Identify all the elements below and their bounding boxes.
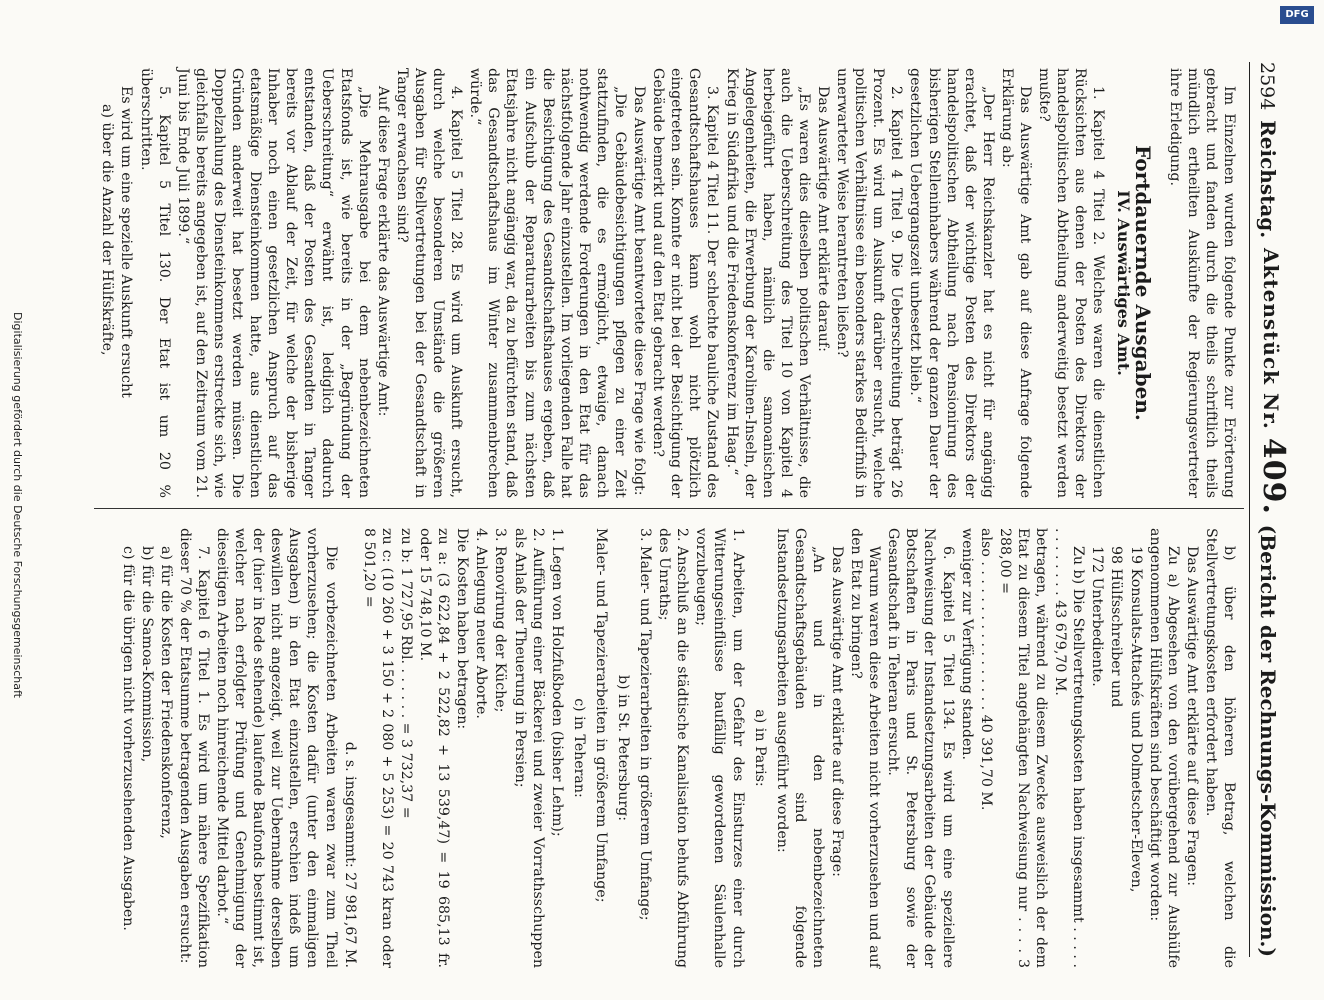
- paragraph: 2. Kapitel 4 Titel 9. Die Ueberschreitung beträgt 26 Prozent. Es wird um Auskunft darüber ersucht, welche politischen Verhältnisse ein besonders starkes Bedürfniß in unerwarteter Weise herantreten ließen?: [834, 68, 905, 498]
- header-middle: [1256, 248, 1291, 515]
- paragraph: [1051, 528, 1087, 968]
- sub-title: c) in Teheran:: [570, 698, 587, 798]
- cost-amount: 40 391,70 M.: [977, 714, 994, 811]
- list-item: b) für die Samoa-Kommission,: [138, 546, 155, 763]
- header-middle-prefix: Aktenstück Nr.: [1259, 248, 1283, 430]
- cost-text: d. s. insgesammt:: [341, 741, 358, 868]
- cost-text: zu a: (3 622,84 + 2 522,82 + 13 539,47) = 19 685,13 fr. oder: [417, 528, 452, 968]
- list-item: 172 Unterbediente.: [1089, 546, 1106, 687]
- paragraph: „Der Herr Reichskanzler hat es nicht für angängig erachtet, daß der wichtige Posten des Direktors der handelspolitischen Abtheilung nach Pensionirung des bisherigen Stelleninhabers während der ganzen Dauer der gesetzlichen Uebergangszeit unbesetzt blieb.“: [907, 68, 996, 498]
- paragraph: Die Kosten haben betragen:: [454, 528, 471, 730]
- cost-total: [341, 528, 359, 968]
- paragraph: [977, 528, 995, 968]
- cost-text: zu b: 1 727,95 Rbl. . . . . . . =: [397, 528, 414, 735]
- list-item: Maler- und Tapezierarbeiten in größerem Umfange;: [592, 528, 609, 903]
- paragraph: Warum waren diese Arbeiten nicht vorherzusehen und auf den Etat zu bringen?: [848, 528, 883, 968]
- list-item: a) für die Kosten der Friedenskonferenz,: [157, 546, 174, 839]
- list-item: 3. Maler- und Tapezierarbeiten in größerem Umfange;: [637, 528, 654, 921]
- paragraph: „Die Mehrausgabe bei dem nebenbezeichneten Etatsfonds ist, wie bereits in der „Begründung der Ueberschreitung“ erwähnt ist, lediglich dadurch entstanden, daß der Posten des Gesandten in Tanger bereits vor Ablauf der Zeit, für welche der bisherige Inhaber noch einen gesetzlichen Anspruch auf das etatsmäßige Diensteinkommen hatte, aus dienstlichen Gründen anderweit hat besetzt werden müssen. Die Doppelzahlung des Diensteinkommens erstreckte sich, wie gleichfalls bereits angegeben ist, auf den Zeitraum vom 21. Juni bis Ende Juli 1899.“: [174, 68, 372, 498]
- cost-text: zu c: (10 260 + 3 150 + 2 080 + 5 253) = 20 743 kran oder: [378, 528, 395, 968]
- intro-paragraph: Im Einzelnen wurden folgende Punkte zur Erörterung gebracht und fanden durch die theils schriftlich theils mündlich ertheilten Auskünfte der Regierungsvertreter ihre Erledigung.: [1166, 68, 1237, 498]
- left-column: [97, 68, 1238, 498]
- cost-line: [360, 528, 396, 968]
- cost-amount: 8 501,20 =: [360, 528, 377, 608]
- cost-amount: 15 748,10 M.: [417, 565, 434, 662]
- paragraph: weniger zur Verfügung standen.: [958, 528, 975, 761]
- header-left: Reichstag.: [1256, 120, 1280, 239]
- paragraph: Die vorbezeichneten Arbeiten waren zwar zum Theil vorherzusehen; die Kosten dafür (unter den einmaligen Ausgaben) in den Etat einzustellen, erschien indeß um deswillen nicht angezeigt, weil zur Uebernahme derselben der (hier in Rede stehende) laufende Baufonds bestimmt ist, welcher nach erfolgter Prüfung und Genehmigung der dieseitigen Arbeiten noch hinreichende Mittel darbot.“: [214, 528, 339, 968]
- digitization-note: Digitalisierung gefördert durch die Deutsche Forschungsgemeinschaft: [11, 312, 24, 698]
- section-subheading: IV. Auswärtiges Amt.: [1113, 190, 1133, 376]
- cost-text: also . . . . . . . . . . . . . . . . .: [977, 528, 994, 711]
- paragraph: Zu a) Abgesehen von den vorübergehend zur Aushülfe angenommenen Hülfskräften sind beschäftigt worden:: [1146, 528, 1181, 968]
- cost-text: Zu b) Die Stellvertretungskosten haben insgesammt . . . . . . . . . . . . .: [1052, 528, 1087, 968]
- paragraph: „An und in den nebenbezeichneten Gesandtschaftsgebäuden sind folgende Instandsetzungsarbeiten ausgeführt worden:: [773, 528, 826, 968]
- paragraph: Auf diese Frage erklärte das Auswärtige Amt:: [374, 86, 391, 417]
- paragraph: 1. Kapitel 4 Titel 2. Welches waren die dienstlichen Rücksichten aus denen der Posten des Direktors der handelspolitischen Abtheilung anderweitig besetzt werden mußte?: [1036, 68, 1107, 498]
- list-item: c) für die übrigen nicht vorherzusehenden Ausgaben.: [119, 546, 136, 931]
- header-right: (Bericht der Rechnungs-Kommission.): [1256, 524, 1280, 957]
- section-heading: Fortdauernde Ausgaben.: [1130, 145, 1155, 421]
- sub-title: b) in St. Petersburg:: [615, 674, 631, 822]
- header-middle-number: 409.: [1256, 437, 1291, 515]
- paragraph: Das Auswärtige Amt erklärte auf diese Fragen:: [1183, 546, 1200, 887]
- paragraph: 6. Kapitel 5 Titel 134. Es wird um eine speziellere Nachweisung der Instandsetzungsarbeiten der Gebäude der Botschaften in Paris und St. Petersburg sowie der Gesandtschaft in Teheran ersucht.: [885, 528, 956, 968]
- paragraph: b) über den höheren Betrag, welchen die Stellvertretungskosten erfordert haben.: [1202, 528, 1237, 968]
- list-item: 19 Konsulats-Attachés und Dolmetscher-Eleven,: [1127, 546, 1144, 893]
- paragraph: 4. Kapitel 5 Titel 28. Es wird um Auskunft ersucht, durch welche besonderen Umstände die größeren Ausgaben für Stellvertretungen bei der Gesandtschaft in Tanger erwachsen sind?: [393, 68, 465, 498]
- paragraph: a) über die Anzahl der Hülfskräfte,: [99, 104, 116, 356]
- paragraph: [996, 528, 1050, 968]
- paragraph: „Es waren dies dieselben politischen Verhältnisse, die auch die Ueberschreitung des Titel 10 von Kapitel 4 herbeigeführt haben, nämlich die samoanischen Angelegenheiten, die Erwerbung der Karolinen-Inseln, der Krieg in Südafrika und die Friedenskonferenz im Haag.“: [723, 68, 812, 498]
- list-item: 4. Anlegung neuer Aborte.: [473, 528, 490, 719]
- cost-amount: 3 732,37 =: [397, 739, 414, 819]
- list-item: 3. Renovirung der Küche;: [492, 528, 509, 713]
- paragraph: Es wird um eine spezielle Auskunft ersucht: [118, 86, 135, 398]
- cost-amount: 27 981,67 M.: [341, 872, 358, 968]
- list-item: 2. Anschluß an die städtische Kanalisation behufs Abführung des Unraths;: [656, 528, 691, 968]
- paragraph: Das Auswärtige Amt beantwortete diese Frage wie folgt:: [631, 86, 648, 496]
- paragraph: Das Auswärtige Amt erklärte auf diese Frage:: [829, 546, 846, 877]
- cost-amount: 43 679,70 M.: [1052, 600, 1069, 696]
- sub-title: a) in Paris:: [751, 709, 768, 787]
- paragraph: 7. Kapitel 6 Titel 1. Es wird um nähere Spezifikation dieser 70 % der Etatsumme betragenden Ausgaben ersucht:: [176, 528, 211, 968]
- right-column: [117, 528, 1238, 968]
- paragraph: Das Auswärtige Amt gab auf diese Anfrage folgende Erklärung ab:: [998, 68, 1034, 498]
- list-item: 1. Legen von Holzfußboden (bisher Lehm);: [548, 528, 565, 837]
- paragraph: Das Auswärtige Amt erklärte darauf:: [815, 86, 832, 352]
- list-item: 98 Hülfsschreiber und: [1108, 546, 1125, 708]
- list-item: 1. Arbeiten, um der Gefahr des Einsturzes einer durch Witterungseinflüsse baufällig gewordenen Säulenhalle vorzubeugen;: [693, 528, 746, 968]
- paragraph: „Die Gebäudebesichtigungen pflegen zu einer Zeit stattzufinden, die es ermöglicht, etwaige, danach nothwendig werdende Forderungen in den Etat für das nächstfolgende Jahr einzustellen. Im vorliegenden Falle hat die Besichtigung des Gesandtschaftshauses ergeben, daß ein Aufschub der Reparaturarbeiten bis zum nächsten Etatsjahre nicht angängig war, da zu befürchten stand, daß das Gesandtschaftshaus im Winter zusammenbrechen würde.“: [467, 68, 628, 498]
- cost-amount: 3 288,00 =: [996, 528, 1031, 968]
- paragraph: 5. Kapitel 5 Titel 130. Der Etat ist um 20 % überschritten.: [137, 68, 172, 498]
- paragraph: 3. Kapitel 4 Titel 11. Der schlechte bauliche Zustand des Gesandtschaftshauses kann wohl nicht plötzlich eingetreten sein. Konnte er nicht bei der Besichtigung der Gebäude bemerkt und auf den Etat gebracht werden?: [650, 68, 721, 498]
- cost-text: betragen, während zu diesem Zwecke ausweislich der dem Etat zu diesem Titel angehängten Nachweisung nur . . . .: [1014, 528, 1050, 968]
- page-number: 2594: [1256, 62, 1278, 111]
- column-divider: [94, 508, 1244, 509]
- cost-line: [397, 528, 415, 968]
- dfg-logo: DFG: [1280, 6, 1314, 24]
- list-item: 2. Aufführung einer Bäckerei und zweier Vorrathsschuppen als Anlaß der Theuerung in Persien;: [511, 528, 546, 968]
- cost-line: [416, 528, 452, 968]
- page-header: [1249, 62, 1296, 957]
